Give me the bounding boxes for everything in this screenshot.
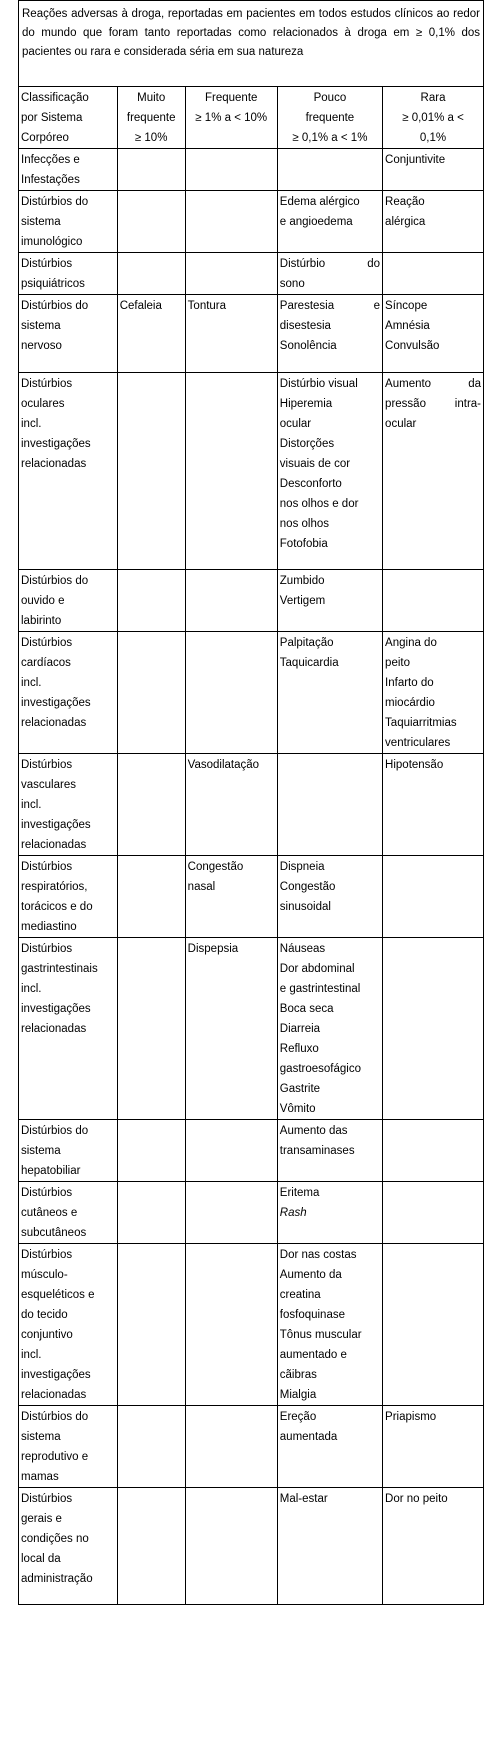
- cell-line: Distúrbios: [21, 1493, 73, 1505]
- cell-line: nasal: [187, 881, 216, 893]
- cell-rare: [383, 191, 484, 253]
- cell-line: Priapismo: [385, 1411, 437, 1423]
- cell-line: e angioedema: [279, 216, 353, 228]
- cell-line: Distúrbios: [21, 1187, 73, 1199]
- cell-line: Dispneia: [279, 861, 325, 873]
- cell-line: Hipotensão: [385, 759, 444, 771]
- cell-line: ocular: [279, 418, 312, 430]
- table-row: [19, 373, 484, 570]
- cell-uncommon: [277, 1488, 382, 1605]
- cell-line: transaminases: [279, 1145, 355, 1157]
- cell-line: investigações: [21, 1003, 91, 1015]
- cell-line: condições no: [21, 1533, 89, 1545]
- table-title: Reações adversas à droga, reportadas em pacientes em todos estudos clínicos ao redor do mundo que foram tanto reportadas como relacionados à droga em ≥ 0,1% dos pacientes ou rara e considerada séria em sua natureza: [19, 1, 484, 87]
- header-line: Muito: [137, 92, 166, 104]
- cell-uncommon: [277, 856, 382, 938]
- cell-line: Refluxo: [279, 1043, 319, 1055]
- cell-line: psiquiátricos: [21, 278, 85, 290]
- cell-line: Taquicardia: [279, 657, 339, 669]
- cell-line: Boca seca: [279, 1003, 334, 1015]
- cell-uncommon: [277, 570, 382, 632]
- cell-line: subcutâneos: [21, 1227, 87, 1239]
- cell-line: Edema alérgico: [279, 196, 360, 208]
- cell-line: mamas: [21, 1471, 59, 1483]
- cell-line: relacionadas: [21, 458, 87, 470]
- cell-line: gastroesofágico: [279, 1063, 361, 1075]
- cell-line: Aumento das: [279, 1125, 348, 1137]
- header-line: 0,1%: [419, 132, 447, 144]
- cell-line: sono: [279, 278, 305, 290]
- cell-frequent: [185, 1182, 277, 1244]
- cell-line: pressão intra-: [385, 398, 481, 410]
- table-row: [19, 754, 484, 856]
- cell-line: Infecções e: [21, 154, 80, 166]
- cell-very-frequent: [117, 632, 185, 754]
- header-line: ≥ 10%: [134, 132, 168, 144]
- cell-rare: [383, 570, 484, 632]
- cell-line: Distúrbios do: [21, 196, 89, 208]
- cell-line: nos olhos: [279, 518, 330, 530]
- cell-line: sistema: [21, 320, 61, 332]
- cell-line: Dor nas costas: [279, 1249, 357, 1261]
- cell-frequent: [185, 191, 277, 253]
- cell-rare: [383, 373, 484, 570]
- cell-line: músculo-: [21, 1269, 68, 1281]
- cell-line: hepatobiliar: [21, 1165, 81, 1177]
- cell-line: vasculares: [21, 779, 76, 791]
- table-header-row: [19, 87, 484, 149]
- header-very-frequent: [117, 87, 185, 149]
- cell-system-class: [19, 373, 118, 570]
- table-row: [19, 1488, 484, 1605]
- cell-line: Distúrbios do: [21, 575, 89, 587]
- cell-line: Diarreia: [279, 1023, 321, 1035]
- cell-line: Distúrbios: [21, 759, 73, 771]
- cell-line: Distúrbios do: [21, 1411, 89, 1423]
- cell-system-class: [19, 191, 118, 253]
- cell-line: Hiperemia: [279, 398, 333, 410]
- cell-line: Sonolência: [279, 340, 337, 352]
- header-line: frequente: [305, 112, 355, 124]
- header-line: ≥ 1% a < 10%: [195, 112, 268, 124]
- cell-line: sinusoidal: [279, 901, 331, 913]
- table-row: [19, 1406, 484, 1488]
- header-rare: [383, 87, 484, 149]
- cell-frequent: [185, 570, 277, 632]
- table-row: [19, 570, 484, 632]
- cell-line: Vasodilatação: [187, 759, 260, 771]
- table-row: [19, 191, 484, 253]
- cell-uncommon: [277, 295, 382, 373]
- table-title-row: [19, 1, 484, 87]
- cell-frequent: [185, 1488, 277, 1605]
- cell-rare: [383, 754, 484, 856]
- cell-line: aumentada: [279, 1431, 338, 1443]
- cell-line: mediastino: [21, 921, 77, 933]
- header-frequent: [185, 87, 277, 149]
- cell-line: Vômito: [279, 1103, 316, 1115]
- cell-frequent: [185, 938, 277, 1120]
- cell-system-class: [19, 856, 118, 938]
- cell-line: Angina do: [385, 637, 437, 649]
- cell-rare: [383, 1182, 484, 1244]
- table-row: [19, 938, 484, 1120]
- cell-rare: [383, 1120, 484, 1182]
- cell-line: Amnésia: [385, 320, 430, 332]
- cell-very-frequent: [117, 295, 185, 373]
- cell-line: ocular: [385, 418, 417, 430]
- table-row: [19, 253, 484, 295]
- cell-frequent: [185, 754, 277, 856]
- cell-line: Ereção: [279, 1411, 317, 1423]
- cell-system-class: [19, 149, 118, 191]
- cell-frequent: [185, 1244, 277, 1406]
- cell-line: cutâneos e: [21, 1207, 78, 1219]
- cell-line: Distúrbios: [21, 861, 73, 873]
- cell-line: Distúrbios do: [21, 300, 89, 312]
- cell-frequent: [185, 373, 277, 570]
- cell-line: peito: [385, 657, 410, 669]
- cell-line: sistema: [21, 216, 61, 228]
- header-system-class: [19, 87, 118, 149]
- cell-line: respiratórios,: [21, 881, 88, 893]
- cell-line: Reação: [385, 196, 425, 208]
- cell-line: alérgica: [385, 216, 426, 228]
- cell-frequent: [185, 253, 277, 295]
- cell-very-frequent: [117, 1488, 185, 1605]
- cell-line: relacionadas: [21, 717, 87, 729]
- cell-rare: [383, 938, 484, 1120]
- cell-line: Mal-estar: [279, 1493, 328, 1505]
- cell-line: Dor abdominal: [279, 963, 355, 975]
- cell-very-frequent: [117, 570, 185, 632]
- adverse-reactions-document: [18, 0, 484, 1605]
- cell-system-class: [19, 1488, 118, 1605]
- cell-line: labirinto: [21, 615, 62, 627]
- cell-line: Dor no peito: [385, 1493, 448, 1505]
- cell-uncommon: [277, 1406, 382, 1488]
- cell-line: Cefaleia: [119, 300, 162, 312]
- cell-rare: [383, 253, 484, 295]
- cell-line: cãibras: [279, 1369, 317, 1381]
- cell-line: Desconforto: [279, 478, 342, 490]
- cell-line: fosfoquinase: [279, 1309, 345, 1321]
- cell-line: miocárdio: [385, 697, 435, 709]
- cell-line: Convulsão: [385, 340, 440, 352]
- cell-line: Distúrbios: [21, 258, 73, 270]
- cell-line: Distúrbios: [21, 943, 73, 955]
- cell-line: reprodutivo e: [21, 1451, 89, 1463]
- cell-system-class: [19, 1182, 118, 1244]
- cell-line: investigações: [21, 438, 91, 450]
- cell-very-frequent: [117, 253, 185, 295]
- cell-line: sistema: [21, 1431, 61, 1443]
- cell-line: gerais e: [21, 1513, 62, 1525]
- cell-line: Distúrbio visual: [279, 378, 358, 390]
- cell-rare: [383, 1488, 484, 1605]
- cell-rare: [383, 1406, 484, 1488]
- cell-very-frequent: [117, 149, 185, 191]
- cell-line: Distúrbios: [21, 637, 73, 649]
- cell-line: Distorções: [279, 438, 335, 450]
- cell-line: Rash: [279, 1207, 307, 1219]
- header-line: Pouco: [313, 92, 347, 104]
- cell-line: relacionadas: [21, 1023, 87, 1035]
- cell-very-frequent: [117, 1406, 185, 1488]
- cell-very-frequent: [117, 754, 185, 856]
- cell-very-frequent: [117, 856, 185, 938]
- cell-line: relacionadas: [21, 1389, 87, 1401]
- cell-line: Dispepsia: [187, 943, 239, 955]
- cell-line: torácicos e do: [21, 901, 93, 913]
- adverse-reactions-table: [18, 0, 484, 1605]
- header-line: Corpóreo: [21, 132, 69, 144]
- cell-line: Gastrite: [279, 1083, 321, 1095]
- cell-rare: [383, 1244, 484, 1406]
- cell-line: creatina: [279, 1289, 321, 1301]
- header-uncommon: [277, 87, 382, 149]
- cell-line: Fotofobia: [279, 538, 328, 550]
- cell-rare: [383, 632, 484, 754]
- cell-uncommon: [277, 149, 382, 191]
- cell-uncommon: [277, 253, 382, 295]
- cell-frequent: [185, 149, 277, 191]
- cell-line: administração: [21, 1573, 93, 1585]
- cell-line: Conjuntivite: [385, 154, 446, 166]
- cell-uncommon: [277, 1182, 382, 1244]
- cell-line: Náuseas: [279, 943, 326, 955]
- cell-uncommon: [277, 754, 382, 856]
- cell-line: Congestão: [187, 861, 244, 873]
- cell-line: Tônus muscular: [279, 1329, 362, 1341]
- table-row: [19, 1182, 484, 1244]
- cell-line: investigações: [21, 697, 91, 709]
- cell-line: do tecido: [21, 1309, 68, 1321]
- cell-frequent: [185, 295, 277, 373]
- cell-line: imunológico: [21, 236, 83, 248]
- table-row: [19, 295, 484, 373]
- cell-rare: [383, 856, 484, 938]
- cell-system-class: [19, 1244, 118, 1406]
- cell-very-frequent: [117, 1182, 185, 1244]
- cell-uncommon: [277, 938, 382, 1120]
- cell-line: ventriculares: [385, 737, 451, 749]
- cell-rare: [383, 295, 484, 373]
- cell-very-frequent: [117, 1120, 185, 1182]
- header-line: ≥ 0,01% a <: [402, 112, 464, 124]
- cell-line: Palpitação: [279, 637, 334, 649]
- cell-line: incl.: [21, 1349, 42, 1361]
- cell-line: nos olhos e dor: [279, 498, 359, 510]
- cell-line: incl.: [21, 418, 42, 430]
- cell-uncommon: [277, 373, 382, 570]
- cell-uncommon: [277, 632, 382, 754]
- cell-system-class: [19, 1120, 118, 1182]
- cell-line: Distúrbios: [21, 378, 73, 390]
- cell-line: Distúrbios: [21, 1249, 73, 1261]
- cell-system-class: [19, 754, 118, 856]
- cell-line: Infarto do: [385, 677, 434, 689]
- header-line: Classificação: [21, 92, 89, 104]
- cell-line: Aumento da: [385, 378, 481, 390]
- cell-line: Zumbido: [279, 575, 325, 587]
- table-row: [19, 149, 484, 191]
- cell-line: cardíacos: [21, 657, 71, 669]
- cell-uncommon: [277, 1120, 382, 1182]
- cell-line: Síncope: [385, 300, 428, 312]
- cell-very-frequent: [117, 191, 185, 253]
- cell-system-class: [19, 253, 118, 295]
- table-row: [19, 1244, 484, 1406]
- cell-line: investigações: [21, 1369, 91, 1381]
- cell-frequent: [185, 632, 277, 754]
- cell-very-frequent: [117, 1244, 185, 1406]
- header-line: ≥ 0,1% a < 1%: [292, 132, 368, 144]
- cell-line: Congestão: [279, 881, 336, 893]
- cell-line: aumentado e: [279, 1349, 347, 1361]
- cell-frequent: [185, 1406, 277, 1488]
- cell-line: Infestações: [21, 174, 80, 186]
- cell-uncommon: [277, 191, 382, 253]
- table-row: [19, 856, 484, 938]
- cell-line: nervoso: [21, 340, 62, 352]
- cell-line: incl.: [21, 799, 42, 811]
- cell-line: investigações: [21, 819, 91, 831]
- cell-frequent: [185, 856, 277, 938]
- cell-line: sistema: [21, 1145, 61, 1157]
- cell-line: Distúrbio do: [279, 258, 381, 270]
- cell-line: esqueléticos e: [21, 1289, 95, 1301]
- cell-system-class: [19, 632, 118, 754]
- cell-rare: [383, 149, 484, 191]
- table-row: [19, 632, 484, 754]
- header-line: Frequente: [205, 92, 258, 104]
- cell-line: disestesia: [279, 320, 331, 332]
- cell-line: incl.: [21, 983, 42, 995]
- cell-uncommon: [277, 1244, 382, 1406]
- cell-very-frequent: [117, 373, 185, 570]
- cell-line: visuais de cor: [279, 458, 351, 470]
- table-row: [19, 1120, 484, 1182]
- cell-line: ouvido e: [21, 595, 65, 607]
- header-line: frequente: [126, 112, 176, 124]
- cell-system-class: [19, 295, 118, 373]
- cell-system-class: [19, 570, 118, 632]
- cell-line: Parestesia e: [279, 300, 381, 312]
- cell-system-class: [19, 938, 118, 1120]
- cell-line: e gastrintestinal: [279, 983, 361, 995]
- cell-line: local da: [21, 1553, 61, 1565]
- header-line: por Sistema: [21, 112, 83, 124]
- cell-line: Eritema: [279, 1187, 320, 1199]
- cell-line: gastrintestinais: [21, 963, 98, 975]
- cell-system-class: [19, 1406, 118, 1488]
- cell-line: Tontura: [187, 300, 227, 312]
- cell-line: conjuntivo: [21, 1329, 73, 1341]
- cell-line: Aumento da: [279, 1269, 342, 1281]
- cell-line: Mialgia: [279, 1389, 317, 1401]
- cell-line: Taquiarritmias: [385, 717, 457, 729]
- cell-very-frequent: [117, 938, 185, 1120]
- cell-line: Distúrbios do: [21, 1125, 89, 1137]
- cell-frequent: [185, 1120, 277, 1182]
- cell-line: incl.: [21, 677, 42, 689]
- cell-line: oculares: [21, 398, 65, 410]
- header-line: Rara: [420, 92, 446, 104]
- cell-line: relacionadas: [21, 839, 87, 851]
- cell-line: Vertigem: [279, 595, 326, 607]
